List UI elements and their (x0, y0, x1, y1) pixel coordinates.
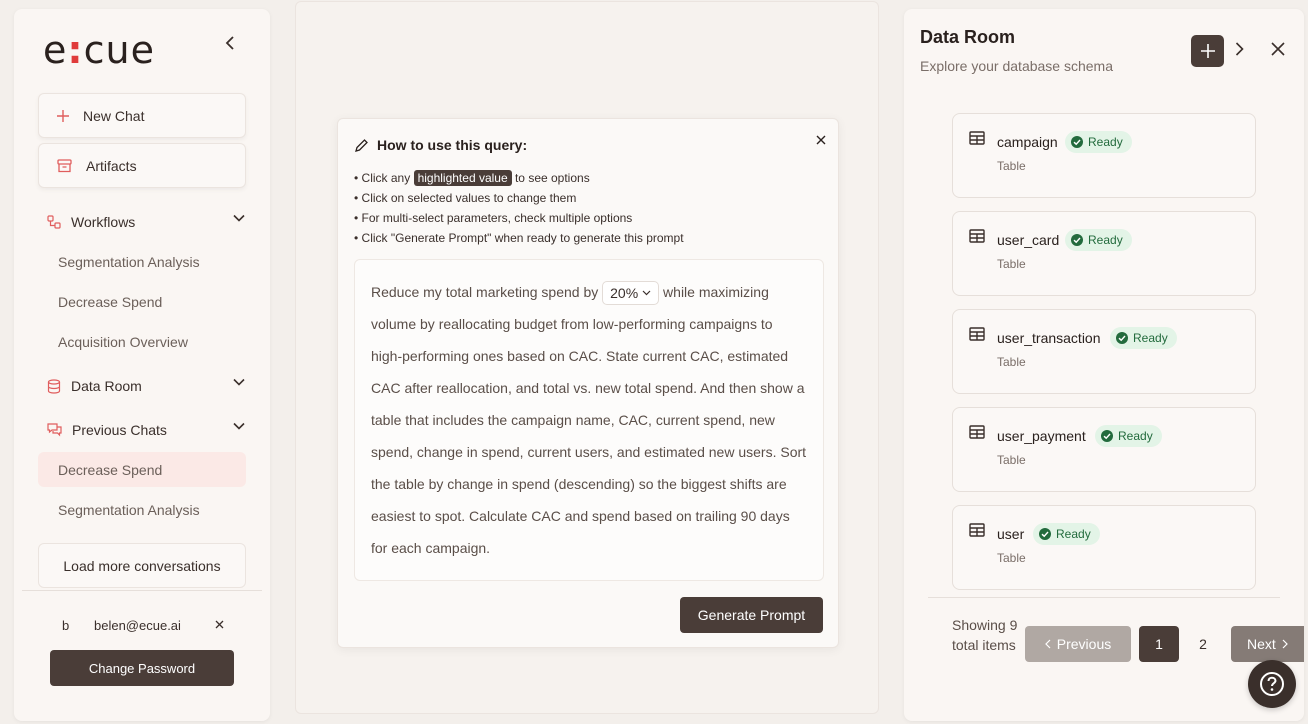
table-card-user-card[interactable] (952, 211, 1256, 296)
query-help-dialog (337, 118, 839, 648)
instruction-line: • Click any highlighted value to see options (354, 171, 590, 185)
workflow-item-segmentation-analysis[interactable]: Segmentation Analysis (58, 254, 200, 270)
user-row (62, 618, 224, 638)
user-email: belen@ecue.ai (94, 618, 181, 633)
table-list (952, 113, 1256, 603)
check-circle-icon (1039, 528, 1051, 540)
table-icon (969, 131, 985, 145)
chevron-left-icon (225, 36, 235, 50)
prompt-text: Reduce my total marketing spend by 20% while maximizing volume by reallocating budget from low-performing campaigns to high-performing ones based on CAC. State current CAC, estimated CAC after reallocation, and total vs. new total spend. And then show a table that includes the campaign name, CAC, current spend, new spend, change in spend, current users, and estimated new users. Sort the table by change in spend (descending) so the biggest shifts are easiest to spot. Calculate CAC and spend based on trailing 90 days for each campaign. (354, 259, 824, 581)
new-chat-button[interactable] (38, 93, 246, 138)
artifacts-button[interactable] (38, 143, 246, 188)
load-more-conversations-button[interactable]: Load more conversations (38, 543, 246, 588)
instructions-list (354, 168, 684, 248)
table-card-user[interactable] (952, 505, 1256, 590)
help-icon (1259, 671, 1285, 697)
chevron-right-icon (1235, 42, 1244, 56)
chat-item-decrease-spend[interactable] (38, 452, 246, 487)
workflow-item-acquisition-overview[interactable]: Acquisition Overview (58, 334, 188, 350)
collapse-sidebar-button[interactable] (219, 32, 241, 54)
new-chat-label: New Chat (83, 107, 145, 124)
pagination-divider (928, 597, 1280, 598)
data-room-title: Data Room (920, 27, 1016, 47)
dialog-title (354, 137, 527, 153)
generate-prompt-button[interactable]: Generate Prompt (680, 597, 823, 633)
check-circle-icon (1101, 430, 1113, 442)
table-card-user-transaction[interactable] (952, 309, 1256, 394)
pencil-icon (354, 138, 369, 153)
close-dialog-button[interactable] (816, 132, 826, 150)
data-room-panel (904, 9, 1304, 721)
plus-icon (57, 110, 69, 122)
status-badge: Ready (1065, 131, 1132, 153)
table-card-campaign[interactable] (952, 113, 1256, 198)
page-2-button[interactable]: 2 (1199, 636, 1207, 652)
page-1-button[interactable]: 1 (1139, 626, 1179, 662)
previous-chats-label: Previous Chats (72, 422, 167, 438)
avatar: b (62, 618, 70, 633)
table-icon (969, 425, 985, 439)
close-icon (1271, 42, 1285, 56)
chat-bubbles-icon (47, 423, 62, 437)
check-circle-icon (1071, 136, 1083, 148)
table-type: Table (997, 159, 1026, 173)
expand-panel-button[interactable] (1235, 42, 1244, 61)
chevron-right-icon (1282, 639, 1288, 649)
workflow-item-decrease-spend[interactable]: Decrease Spend (58, 294, 163, 310)
check-circle-icon (1071, 234, 1083, 246)
dialog-title-text: How to use this query: (377, 137, 528, 153)
chevron-down-icon (233, 378, 245, 386)
table-type: Table (997, 355, 1026, 369)
table-name: user (997, 526, 1025, 542)
close-panel-button[interactable] (1271, 42, 1285, 61)
table-type: Table (997, 551, 1026, 565)
table-icon (969, 229, 985, 243)
artifacts-label: Artifacts (86, 157, 137, 174)
status-badge: Ready (1033, 523, 1100, 545)
check-circle-icon (1116, 332, 1128, 344)
workflows-label: Workflows (71, 214, 136, 230)
highlighted-value-example: highlighted value (414, 170, 512, 186)
logo: e:cue (43, 28, 155, 72)
instruction-line: • For multi-select parameters, check multiple options (354, 211, 633, 225)
chevron-down-icon (233, 422, 245, 430)
add-table-button[interactable] (1191, 35, 1224, 67)
chevron-down-icon (233, 214, 245, 222)
archive-icon (57, 159, 72, 173)
spend-reduction-select[interactable]: 20% (602, 281, 659, 305)
table-name: user_transaction (997, 330, 1101, 346)
next-page-button[interactable]: Next (1231, 626, 1304, 662)
status-badge: Ready (1095, 425, 1162, 447)
workflow-icon (47, 215, 61, 229)
plus-icon (1201, 44, 1215, 58)
table-type: Table (997, 453, 1026, 467)
sidebar-divider (22, 590, 262, 591)
table-name: user_payment (997, 428, 1086, 444)
workflows-section-toggle[interactable] (47, 210, 245, 234)
help-button[interactable] (1248, 660, 1296, 708)
table-card-user-payment[interactable] (952, 407, 1256, 492)
table-name: user_card (997, 232, 1060, 248)
chevron-down-icon (642, 290, 651, 296)
previous-chats-section-toggle[interactable] (47, 418, 245, 442)
database-icon (47, 379, 61, 394)
table-icon (969, 523, 985, 537)
status-badge: Ready (1065, 229, 1132, 251)
sidebar (14, 9, 270, 721)
showing-count: Showing 9 total items (952, 617, 1018, 653)
chat-item-segmentation-analysis[interactable]: Segmentation Analysis (58, 502, 200, 518)
table-name: campaign (997, 134, 1058, 150)
data-room-label: Data Room (71, 378, 142, 394)
status-badge: Ready (1110, 327, 1177, 349)
chevron-left-icon (1045, 639, 1051, 649)
data-room-section-toggle[interactable] (47, 374, 245, 398)
instruction-line: • Click on selected values to change them (354, 191, 577, 205)
table-icon (969, 327, 985, 341)
close-icon (215, 620, 224, 629)
data-room-subtitle: Explore your database schema (920, 58, 1113, 74)
close-icon (816, 135, 826, 145)
change-password-button[interactable]: Change Password (50, 650, 234, 686)
main-panel (295, 1, 879, 714)
chat-item-label: Decrease Spend (58, 461, 163, 478)
instruction-line: • Click "Generate Prompt" when ready to generate this prompt (354, 231, 684, 245)
logout-button[interactable] (215, 617, 224, 632)
previous-page-button[interactable]: Previous (1025, 626, 1131, 662)
table-type: Table (997, 257, 1026, 271)
